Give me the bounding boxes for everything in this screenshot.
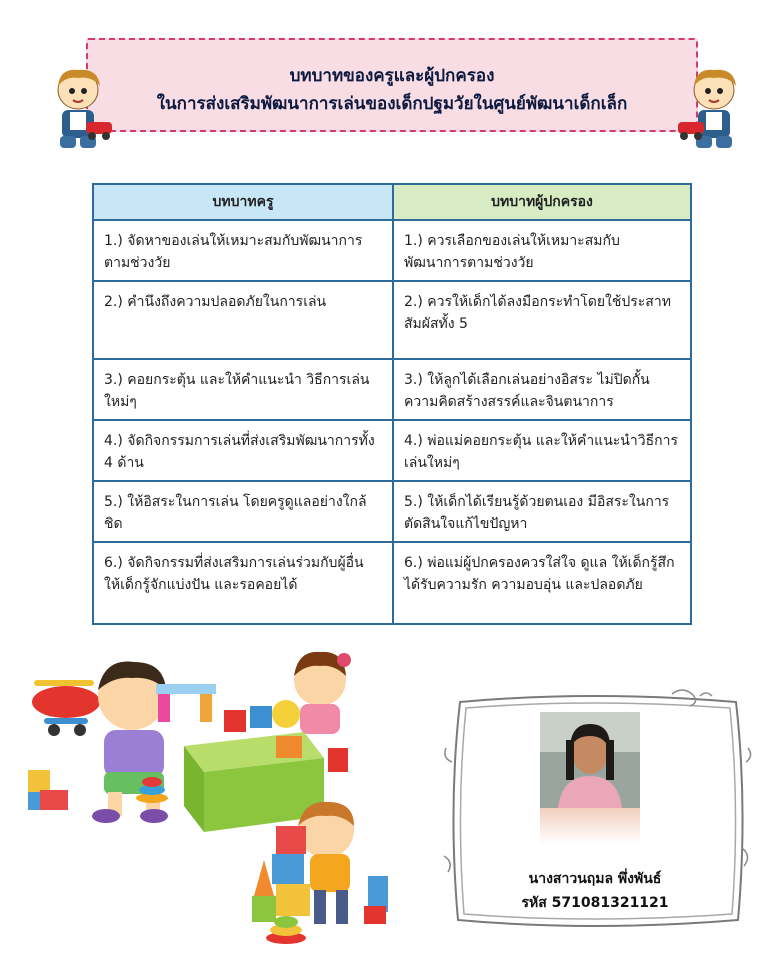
table-row — [93, 420, 691, 481]
teacher-role-cell: 3.) คอยกระตุ้น และให้คำแนะนำ วิธีการเล่นใหม่ๆ — [93, 359, 393, 420]
table-row — [93, 359, 691, 420]
table-row — [93, 481, 691, 542]
parent-role-cell: 3.) ให้ลูกได้เลือกเล่นอย่างอิสระ ไม่ปิดกั้นความคิดสร้างสรรค์และจินตนาการ — [393, 359, 691, 420]
boy-with-toy-car-icon — [46, 64, 116, 156]
title-line-1: บทบาทของครูและผู้ปกครอง — [289, 66, 495, 86]
table-row — [93, 220, 691, 281]
parent-role-cell: 2.) ควรให้เด็กได้ลงมือกระทำโดยใช้ประสาทสัมผัสทั้ง 5 — [393, 281, 691, 359]
author-name: นางสาวนฤมล พึ่งพันธ์ — [528, 871, 662, 887]
portrait-photo — [540, 712, 640, 808]
teacher-role-cell: 5.) ให้อิสระในการเล่น โดยครูดูแลอย่างใกล้ชิด — [93, 481, 393, 542]
parent-role-cell: 6.) พ่อแม่ผู้ปกครองควรใส่ใจ ดูแล ให้เด็กรู้สึกได้รับความรัก ความอบอุ่น และปลอดภัย — [393, 542, 691, 624]
title-line-2: ในการส่งเสริมพัฒนาการเล่นของเด็กปฐมวัยในศูนย์พัฒนาเด็กเล็ก — [156, 94, 628, 114]
teacher-role-cell: 6.) จัดกิจกรรมที่ส่งเสริมการเล่นร่วมกับผู้อื่น ให้เด็กรู้จักแบ่งปัน และรอคอยได้ — [93, 542, 393, 624]
boy-with-toy-car-icon — [676, 64, 746, 156]
parent-role-cell: 1.) ควรเลือกของเล่นให้เหมาะสมกับพัฒนาการตามช่วงวัย — [393, 220, 691, 281]
parent-role-header: บทบาทผู้ปกครอง — [393, 184, 691, 220]
title-banner — [86, 38, 698, 132]
parent-role-cell: 5.) ให้เด็กได้เรียนรู้ด้วยตนเอง มีอิสระในการตัดสินใจแก้ไขปัญหา — [393, 481, 691, 542]
parent-role-cell: 4.) พ่อแม่คอยกระตุ้น และให้คำแนะนำวิธีการเล่นใหม่ๆ — [393, 420, 691, 481]
teacher-role-cell: 2.) คำนึงถึงความปลอดภัยในการเล่น — [93, 281, 393, 359]
table-row — [93, 542, 691, 624]
table-row — [93, 281, 691, 359]
teacher-role-cell: 4.) จัดกิจกรรมการเล่นที่ส่งเสริมพัฒนาการทั้ง 4 ด้าน — [93, 420, 393, 481]
children-playing-with-toys-illustration — [24, 640, 424, 950]
author-student-code: รหัส 571081321121 — [521, 895, 669, 911]
roles-table — [92, 183, 692, 625]
teacher-role-header: บทบาทครู — [93, 184, 393, 220]
portrait-fade — [540, 808, 640, 844]
teacher-role-cell: 1.) จัดหาของเล่นให้เหมาะสมกับพัฒนาการตามช่วงวัย — [93, 220, 393, 281]
table-header-row — [93, 184, 691, 220]
